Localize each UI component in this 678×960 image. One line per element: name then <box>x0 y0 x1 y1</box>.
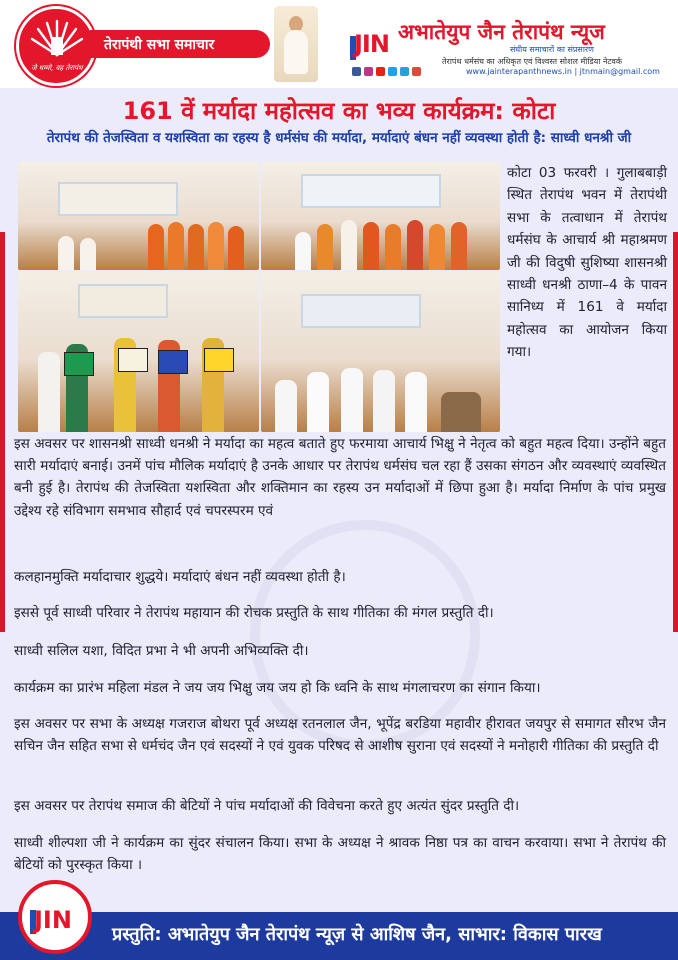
photo-person <box>451 222 467 270</box>
event-photo-3 <box>18 272 259 432</box>
article-headline: 161 वें मर्यादा महोत्सव का भव्य कार्यक्रम: कोटा <box>122 97 556 125</box>
footer-jin-text: JIN <box>34 906 72 934</box>
photo-person <box>307 372 329 432</box>
footer-jin-logo <box>18 880 92 954</box>
photo-person <box>188 224 204 270</box>
photo-person <box>317 224 333 270</box>
article-paragraph: साध्वी सलिल यशा, विदित प्रभा ने भी अपनी अभिव्यक्ति दी। <box>14 643 309 659</box>
terapanth-logo <box>16 6 96 86</box>
article-intro: कोटा 03 फरवरी । गुलाबबाड़ी स्थित तेरापंथ भवन में तेरापंथी सभा के तत्वाधान में तेरापंथ धर्मसंघ के आचार्य श्री महाश्रमण जी की विदुषी सुशिष्या शासनश्री साध्वी धनश्री ठाणा–4 के पावन सानिध्य में 161 वे मर्यादा महोत्सव का आयोजन किया गया। <box>507 165 667 361</box>
photo-person <box>407 220 423 270</box>
twitter-icon[interactable] <box>388 67 397 76</box>
brand-description: तेरापंथ धर्मसंघ का अधिकृत एवं विश्वस्त सोशल मीडिया नेटवर्क <box>442 57 623 66</box>
instagram-icon[interactable] <box>364 67 373 76</box>
event-photo-1 <box>18 162 259 270</box>
right-frame-bar <box>673 232 678 632</box>
photo-person <box>148 224 164 270</box>
brand-subtitle: संघीय समाचारों का संप्रसारण <box>510 45 594 54</box>
photo-placard <box>204 348 234 372</box>
brand-website[interactable]: www.jainterapanthnews.in | jtnmain@gmail.com <box>466 67 660 76</box>
photo-person <box>58 236 74 270</box>
photo-person <box>295 232 311 270</box>
sabha-label: तेरापंथी सभा समाचार <box>90 30 270 58</box>
photo-person <box>385 224 401 270</box>
photo-placard <box>118 348 148 372</box>
footer-credit: प्रस्तुति: अभातेयुप जैन तेरापंथ न्यूज़ से आशिष जैन, साभार: विकास पारख <box>112 924 602 945</box>
google-plus-icon[interactable] <box>412 67 421 76</box>
photo-person <box>38 352 60 432</box>
article-paragraph: इस अवसर पर सभा के अध्यक्ष गजराज बोथरा पूर्व अध्यक्ष रतनलाल जैन, भूपेंद्र बरडिया महावीर हीरावत जयपुर से समागत सौरभ जैन सचिन जैन सहित सभा से धर्मचंद जैन एवं सदस्यों ने एवं युवक परिषद से आशीष सुराना एवं सदस्यों ने मनोहारी गीतिका की प्रस्तुति दी <box>14 716 666 755</box>
photo-person <box>341 368 363 432</box>
facebook-icon[interactable] <box>352 67 361 76</box>
photo-person <box>80 238 96 270</box>
photo-person <box>363 222 379 270</box>
photo-banner <box>301 174 441 208</box>
article-paragraph: इससे पूर्व साध्वी परिवार ने तेरापंथ महायान की रोचक प्रस्तुति के साथ गीतिका की मंगल प्रस्तुति दी। <box>14 605 494 621</box>
article-paragraph: इस अवसर पर तेरापंथ समाज की बेटियों ने पांच मर्यादाओं की विवेचना करते हुए अत्यंत सुंदर प्रस्तुति दी। <box>14 798 520 814</box>
photo-person <box>275 380 297 432</box>
photo-placard <box>64 352 94 376</box>
photo-person <box>405 372 427 432</box>
photo-person <box>228 226 244 270</box>
logo-motto: जे धम्मो, वह तेरापंथ <box>31 64 83 72</box>
acharya-figure <box>284 30 308 74</box>
event-photo-2 <box>261 162 500 270</box>
article-paragraph: कलहानमुक्ति मर्यादाचार शुद्धये। मर्यादाएं बंधन नहीं व्यवस्था होती है। <box>14 569 346 585</box>
article-paragraph: कार्यक्रम का प्रारंभ महिला मंडल ने जय जय भिक्षु जय जय हो कि ध्वनि के साथ मंगलाचरण का संगान किया। <box>14 680 541 696</box>
article-paragraph: साध्वी शील्पशा जी ने कार्यक्रम का सुंदर संचालन किया। सभा के अध्यक्ष ने श्रावक निष्ठा पत्र का वाचन करवाया। सभा ने तेरापंथ की बेटियों को पुरस्कृत किया । <box>14 835 666 874</box>
article-subheadline: तेरापंथ की तेजस्विता व यशस्विता का रहस्य है धर्मसंघ की मर्यादा, मर्यादाएं बंधन नहीं व्यवस्था होती है: साध्वी धनश्री जी <box>46 130 632 146</box>
page-header <box>0 0 678 88</box>
photo-person <box>373 370 395 432</box>
brand-title: अभातेयुप जैन तेरापंथ न्यूज <box>398 20 605 44</box>
photo-placard <box>158 350 188 374</box>
rays-icon <box>29 17 85 57</box>
jin-logo <box>350 20 396 66</box>
photo-person <box>168 222 184 270</box>
photo-person <box>429 224 445 270</box>
jin-logo-text: JIN <box>354 30 389 58</box>
youtube-icon[interactable] <box>376 67 385 76</box>
social-icons <box>352 67 421 76</box>
left-frame-bar <box>0 232 5 632</box>
photo-person <box>441 392 481 432</box>
event-photo-4 <box>261 272 500 432</box>
photo-person <box>341 220 357 270</box>
photo-banner <box>78 284 168 318</box>
telegram-icon[interactable] <box>400 67 409 76</box>
photo-person <box>208 222 224 270</box>
acharya-photo <box>274 6 318 82</box>
photo-banner <box>58 182 178 216</box>
photo-banner <box>301 294 421 328</box>
article-paragraph: इस अवसर पर शासनश्री साध्वी धनश्री ने मर्यादा का महत्व बताते हुए फरमाया आचार्य भिक्षु ने नेतृत्व को बहुत महत्व दिया। उन्होंने बहुत सारी मर्यादाएं बनाई। उनमें पांच मौलिक मर्यादाएं है उनके आधार पर तेरापंथ धर्मसंघ चल रहा हैं उसका संगठन और व्यवस्थाएं व्यवस्थित बनी हुई है। तेरापंथ की तेजस्विता यशस्विता और शक्तिमान का रहस्य उन मर्यादाओं में छिपा हुआ है। मर्यादा निर्माण के पांच प्रमुख उद्देश्य रहे संविभाग समभाव सौहार्द एवं चपरस्परम एवं <box>14 436 666 519</box>
